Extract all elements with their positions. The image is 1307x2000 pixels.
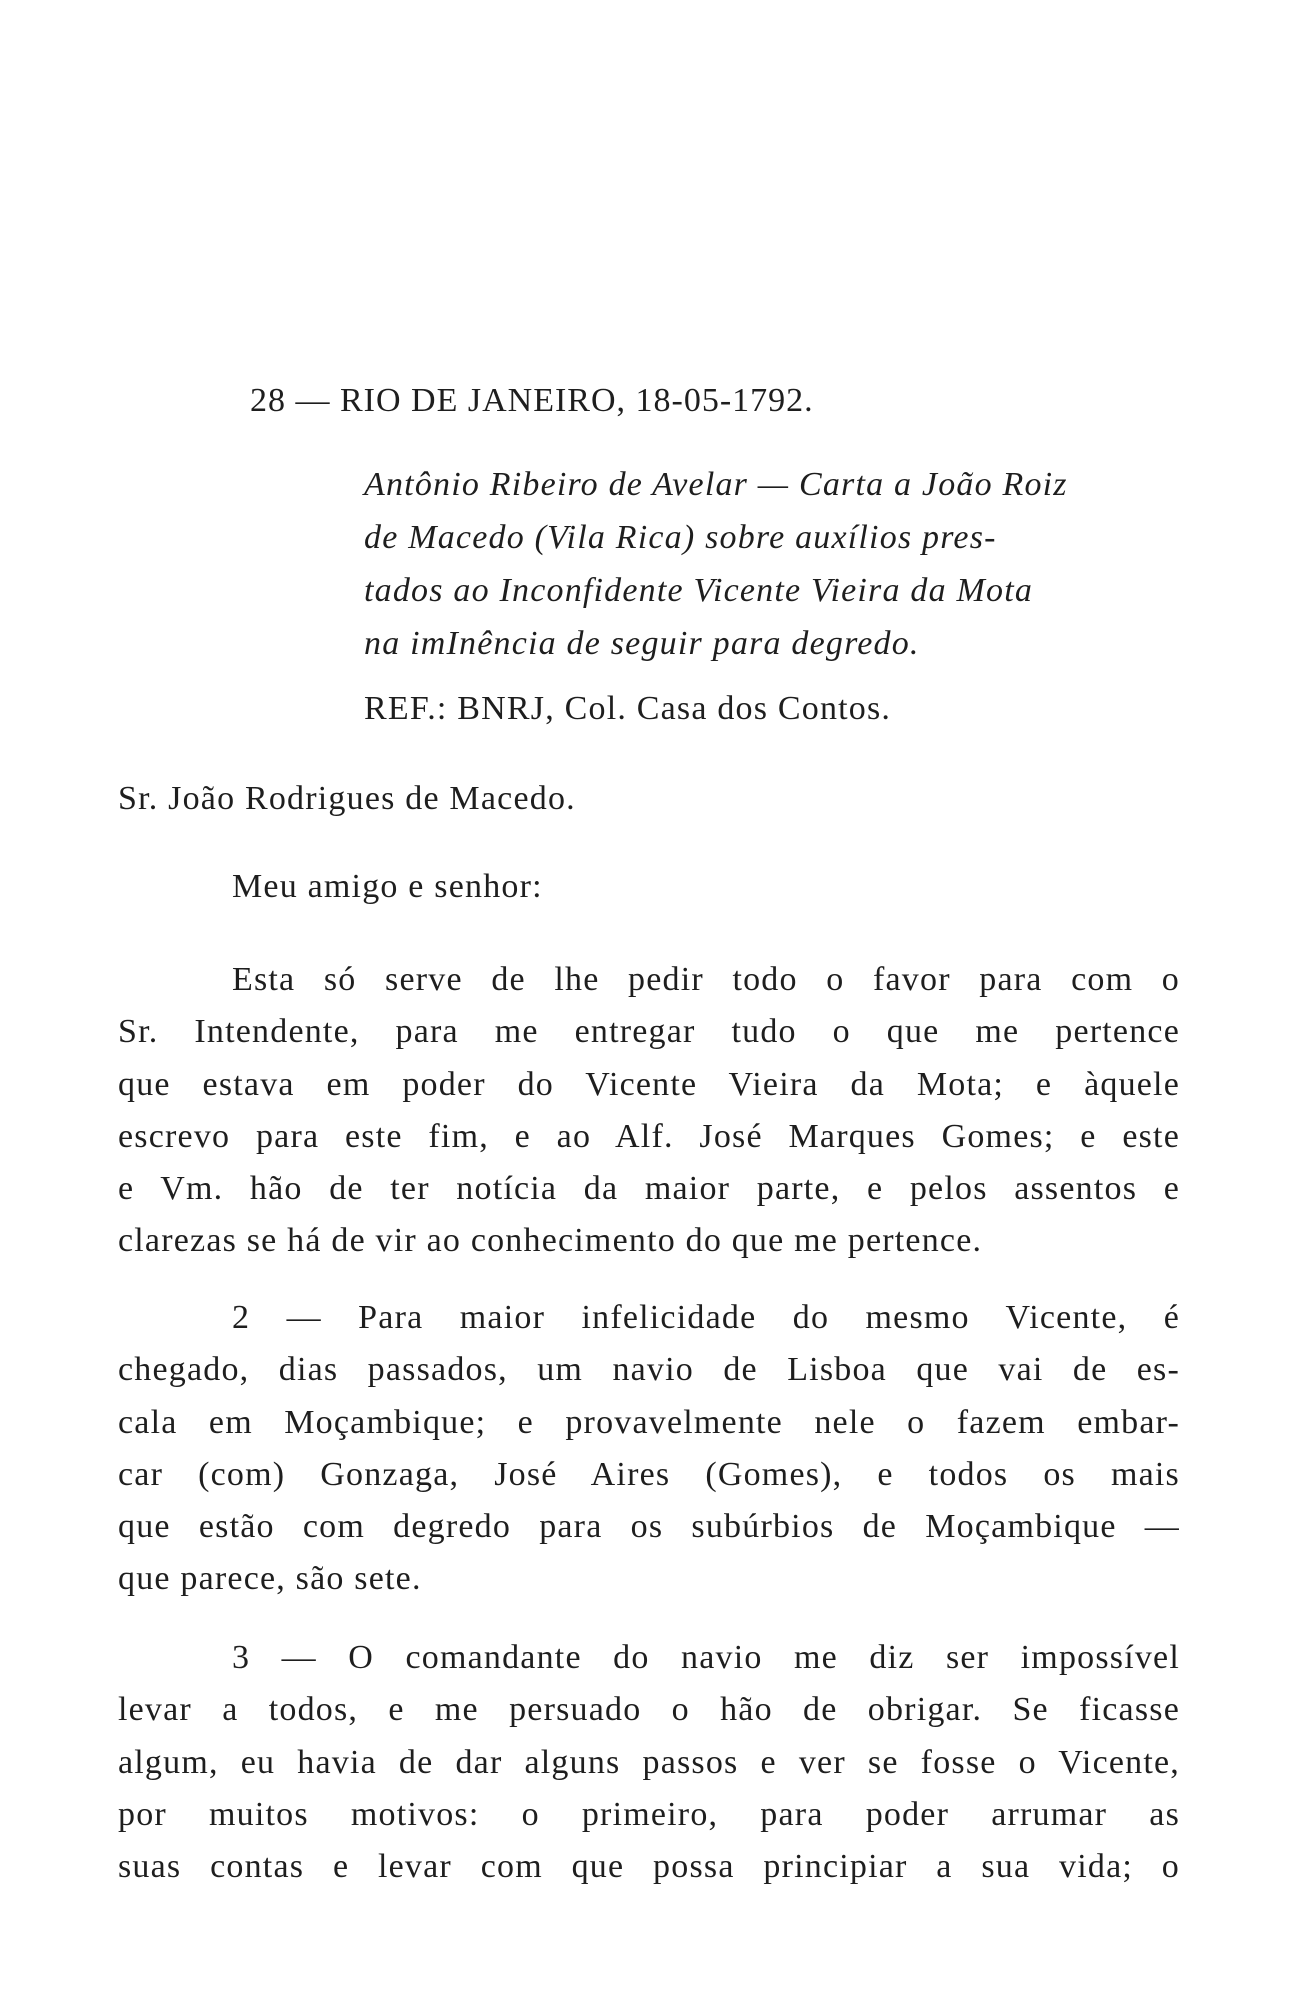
paragraph-line: cala em Moçambique; e provavelmente nele o fazem embar- (118, 1403, 1180, 1441)
paragraph-line: levar a todos, e me persuado o hão de obrigar. Se ficasse (118, 1691, 1180, 1729)
paragraph-line: Sr. Intendente, para me entregar tudo o que me pertence (118, 1013, 1180, 1051)
paragraph-line: chegado, dias passados, um navio de Lisboa que vai de es- (118, 1351, 1180, 1389)
paragraph-line: que estão com degredo para os subúrbios de Moçambique — (118, 1508, 1180, 1546)
addressee: Sr. João Rodrigues de Macedo. (118, 780, 576, 817)
reference-line: REF.: BNRJ, Col. Casa dos Contos. (364, 690, 892, 727)
paragraph-line: que estava em poder do Vicente Vieira da Mota; e àquele (118, 1065, 1180, 1103)
paragraph-line: 3 — O comandante do navio me diz ser impossível (232, 1639, 1180, 1676)
paragraph-line: Esta só serve de lhe pedir todo o favor para com o (232, 961, 1180, 998)
paragraph-line: algum, eu havia de dar alguns passos e ver se fosse o Vicente, (118, 1743, 1180, 1781)
document-heading: 28 — RIO DE JANEIRO, 18-05-1792. (250, 382, 814, 419)
paragraph-line: que parece, são sete. (118, 1560, 422, 1598)
greeting: Meu amigo e senhor: (232, 868, 543, 905)
letter-paragraph-2 (118, 1292, 1180, 1606)
paragraph-line: car (com) Gonzaga, José Aires (Gomes), e todos os mais (118, 1455, 1180, 1493)
paragraph-line: suas contas e levar com que possa principiar a sua vida; o (118, 1848, 1180, 1886)
letter-paragraph-1 (118, 954, 1180, 1268)
paragraph-line: clarezas se há de vir ao conhecimento do que me pertence. (118, 1222, 983, 1260)
summary-line: tados ao Inconfidente Vicente Vieira da Mota (364, 572, 1034, 609)
paragraph-line: e Vm. hão de ter notícia da maior parte, e pelos assentos e (118, 1170, 1180, 1208)
paragraph-line: 2 — Para maior infelicidade do mesmo Vicente, é (232, 1299, 1180, 1336)
paragraph-line: escrevo para este fim, e ao Alf. José Marques Gomes; e este (118, 1117, 1180, 1155)
summary-line: na imInência de seguir para degredo. (364, 625, 920, 662)
summary-line: de Macedo (Vila Rica) sobre auxílios pres- (364, 519, 997, 556)
paragraph-line: por muitos motivos: o primeiro, para poder arrumar as (118, 1795, 1180, 1833)
letter-paragraph-3 (118, 1632, 1180, 1893)
document-summary (364, 458, 1194, 670)
summary-line: Antônio Ribeiro de Avelar — Carta a João Roiz (364, 466, 1068, 503)
